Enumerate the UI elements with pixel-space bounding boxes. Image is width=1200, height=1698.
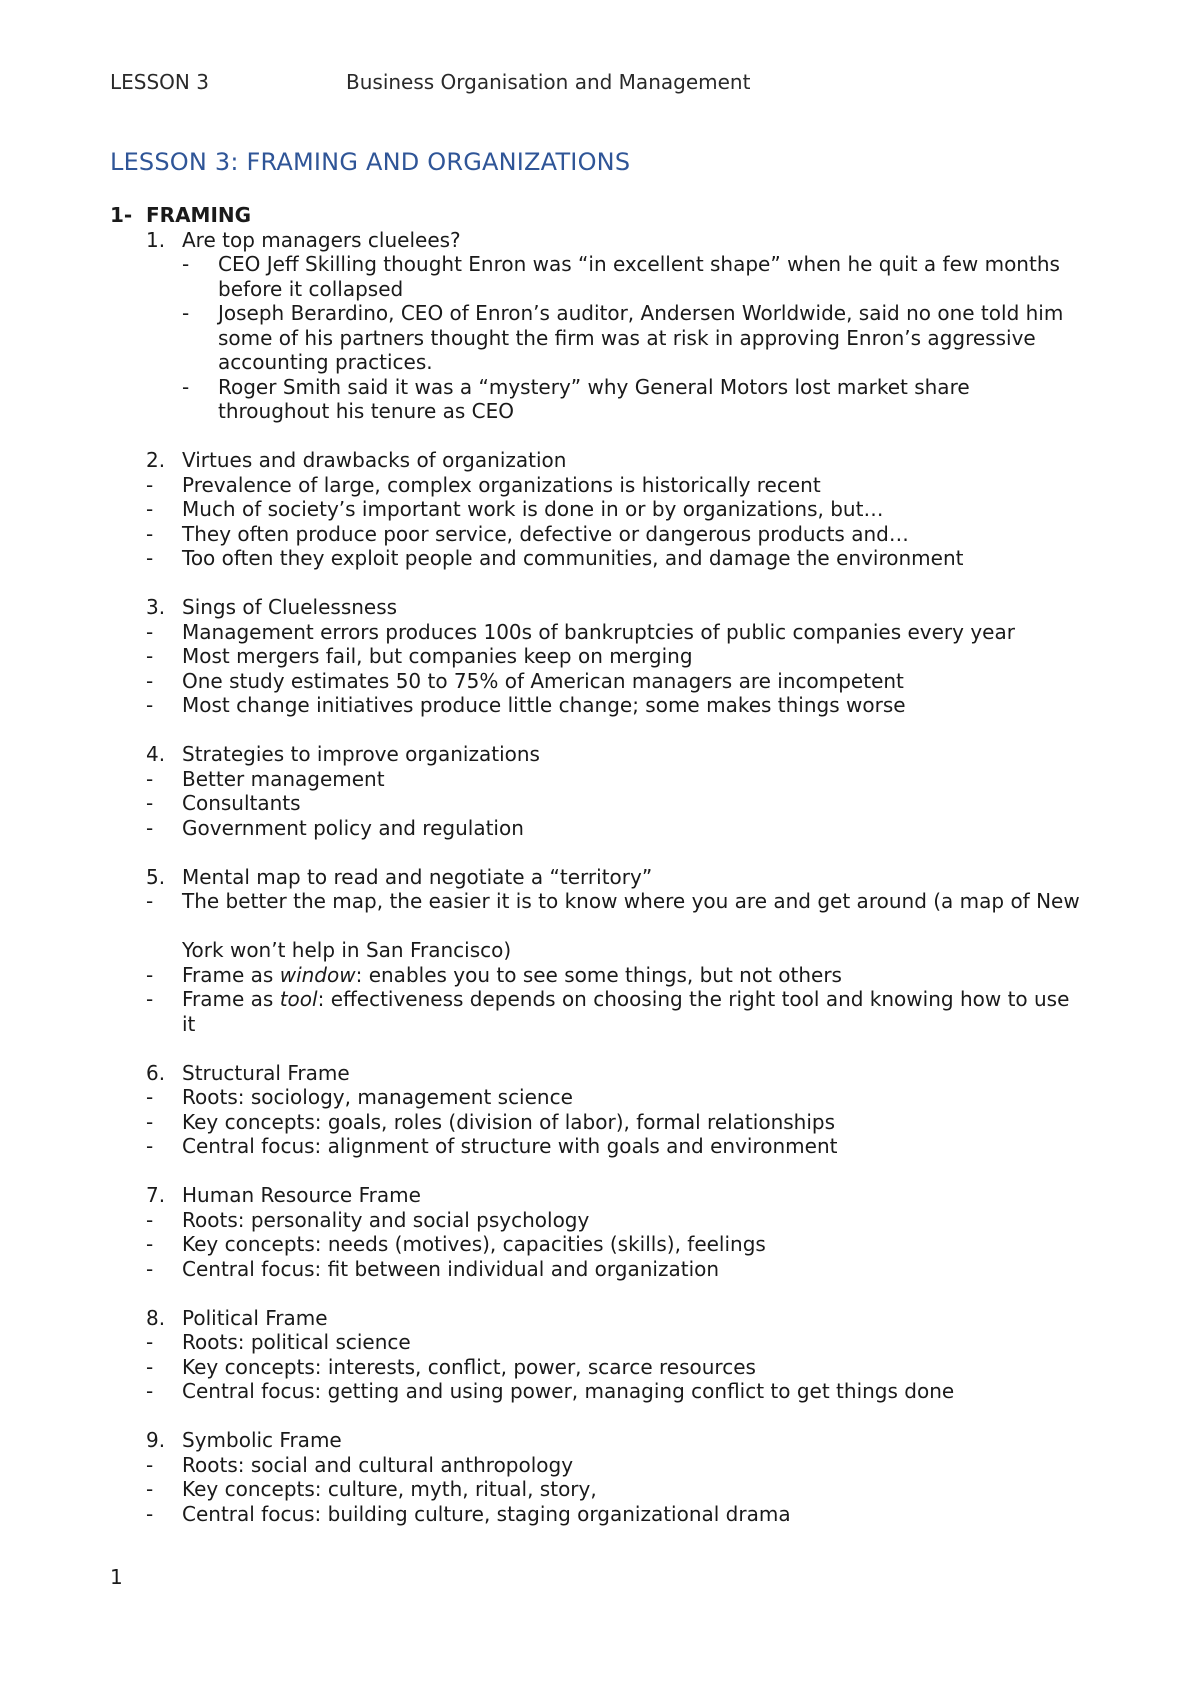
item-number: 8. [146,1305,166,1330]
list-item-9 [110,1428,1110,1526]
bullet-text [182,963,1110,988]
header-lesson: LESSON 3 [110,70,209,94]
bullet-text: it [182,1011,196,1036]
bullet-text: Central focus: getting and using power, managing conflict to get things done [182,1379,955,1403]
list-item-2 [110,448,1110,571]
dash-bullet [110,1232,1110,1257]
bullet-text: Prevalence of large, complex organizations is historically recent [182,472,821,497]
list-item-5 [110,865,1110,1037]
dash-bullet [110,644,1110,669]
header-course: Business Organisation and Management [346,70,751,94]
item-number: 6. [146,1060,166,1085]
tool-text-post: : effectiveness depends on choosing the right tool and knowing how to use [317,987,1070,1011]
dash-marker: - [146,521,154,546]
sub-text-line: before it collapsed [218,276,404,301]
item-number: 1. [146,227,166,252]
dash-bullet [110,1330,1110,1355]
dash-marker: - [146,1085,154,1109]
bullet-text: One study estimates 50 to 75% of American managers are incompetent [182,668,904,693]
dash-marker: - [146,1207,154,1232]
item-heading: Political Frame [182,1305,328,1330]
bullet-text [182,987,1110,1012]
bullet-text: Management errors produces 100s of bankruptcies of public companies every year [182,619,1015,644]
sub-bullet [110,375,1110,424]
dash-marker: - [146,1452,154,1477]
dash-bullet [110,1379,1110,1404]
dash-bullet [110,669,1110,694]
bullet-text: The better the map, the easier it is to know where you are and get around (a map of New [182,889,1080,913]
dash-marker: - [146,1134,154,1158]
dash-marker: - [146,1477,154,1501]
bullet-text: Much of society’s important work is done in or by organizations, but… [182,497,884,521]
document-body [110,203,1110,1551]
item-heading-row [110,228,1110,253]
dash-bullet [110,497,1110,522]
dash-marker: - [146,668,154,693]
dash-marker: - [146,546,154,570]
list-item-3 [110,595,1110,718]
dash-marker: - [146,693,154,717]
sub-text-line: some of his partners thought the firm was at risk in approving Enron’s aggressive [218,325,1036,350]
bullet-text: Most change initiatives produce little change; some makes things worse [182,693,906,717]
window-text-post: : enables you to see some things, but not others [355,962,842,987]
item-heading-row [110,1061,1110,1086]
item-number: 9. [146,1428,166,1452]
dash-bullet [110,1110,1110,1135]
item-heading: Sings of Cluelessness [182,595,398,619]
dash-marker: - [146,815,154,840]
dash-marker: - [146,472,154,497]
bullet-text: York won’t help in San Francisco) [182,938,512,962]
dash-marker: - [146,1379,154,1403]
bullet-text: Central focus: fit between individual and organization [182,1256,720,1281]
dash-marker: - [146,619,154,644]
dash-marker: - [146,791,154,815]
item-heading: Symbolic Frame [182,1428,342,1452]
bullet-text: Consultants [182,791,301,815]
item-number: 3. [146,595,166,619]
item-heading-row [110,1428,1110,1453]
sub-text-line: Roger Smith said it was a “mystery” why General Motors lost market share [218,374,970,399]
item-heading-row [110,1183,1110,1208]
dash-marker: - [146,889,154,913]
bullet-text: Key concepts: goals, roles (division of labor), formal relationships [182,1109,836,1134]
section-heading [110,203,1110,228]
sub-text-line: CEO Jeff Skilling thought Enron was “in excellent shape” when he quit a few months [218,252,1060,276]
window-text-pre: Frame as [182,962,280,987]
dash-bullet [110,767,1110,792]
dash-bullet [110,1477,1110,1502]
dash-marker: - [182,301,190,325]
bullet-text: Key concepts: culture, myth, ritual, story, [182,1477,597,1501]
bullet-text: Roots: personality and social psychology [182,1207,590,1232]
bullet-text: Government policy and regulation [182,815,524,840]
dash-bullet [110,1453,1110,1478]
dash-bullet [110,546,1110,571]
dash-bullet [110,963,1110,988]
bullet-text: Key concepts: interests, conflict, power, scarce resources [182,1354,756,1379]
bullet-text: Roots: sociology, management science [182,1085,573,1109]
sub-text-line: accounting practices. [218,350,433,374]
dash-bullet [110,1085,1110,1110]
bullet-text: Central focus: building culture, staging organizational drama [182,1501,791,1526]
dash-marker: - [146,1330,154,1354]
dash-marker: - [146,1232,154,1256]
section-number: 1- [110,203,133,227]
item-heading: Are top managers cluelees? [182,227,461,252]
item-number: 4. [146,742,166,766]
item-heading-row [110,865,1110,890]
dash-bullet [110,620,1110,645]
item-heading-row [110,448,1110,473]
item-number: 2. [146,448,166,472]
bullet-text: Too often they exploit people and communities, and damage the environment [182,546,964,570]
dash-bullet [110,1134,1110,1159]
bullet-text: Roots: political science [182,1330,411,1354]
list-item-8 [110,1306,1110,1404]
window-emphasis: window [279,962,356,987]
dash-bullet [110,522,1110,547]
dash-marker: - [182,252,190,276]
bullet-text: Key concepts: needs (motives), capacities (skills), feelings [182,1232,766,1256]
dash-bullet [110,791,1110,816]
tool-emphasis: tool [279,987,318,1011]
dash-marker: - [182,374,190,399]
sub-bullet [110,252,1110,301]
dash-bullet [110,1502,1110,1527]
bullet-text: Most mergers fail, but companies keep on merging [182,644,693,668]
list-item-4 [110,742,1110,840]
item-heading: Mental map to read and negotiate a “territory” [182,864,653,889]
sub-bullet [110,301,1110,375]
bullet-text: They often produce poor service, defective or dangerous products and… [182,521,909,546]
sub-text-line: Joseph Berardino, CEO of Enron’s auditor, Andersen Worldwide, said no one told him [218,301,1064,325]
item-heading: Structural Frame [182,1060,350,1085]
list-item-6 [110,1061,1110,1159]
item-heading-row [110,742,1110,767]
dash-bullet [110,473,1110,498]
dash-marker: - [146,497,154,521]
dash-bullet [110,889,1110,963]
dash-bullet [110,816,1110,841]
item-heading-row [110,595,1110,620]
bullet-text: Better management [182,766,385,791]
dash-marker: - [146,1354,154,1379]
dash-bullet [110,1208,1110,1233]
page-number: 1 [110,1565,123,1589]
list-item-1 [110,228,1110,424]
sub-text-line: throughout his tenure as CEO [218,399,515,423]
item-heading: Strategies to improve organizations [182,742,540,766]
item-number: 5. [146,864,166,889]
dash-marker: - [146,766,154,791]
dash-marker: - [146,1501,154,1526]
dash-marker: - [146,1109,154,1134]
bullet-text: Roots: social and cultural anthropology [182,1452,574,1477]
dash-bullet [110,1355,1110,1380]
list-item-7 [110,1183,1110,1281]
document-title: LESSON 3: FRAMING AND ORGANIZATIONS [110,148,631,176]
dash-marker: - [146,1256,154,1281]
section-label: FRAMING [146,203,252,227]
dash-marker: - [146,644,154,668]
dash-marker: - [146,962,154,987]
item-heading: Virtues and drawbacks of organization [182,448,567,472]
item-heading: Human Resource Frame [182,1183,421,1207]
item-number: 7. [146,1183,166,1207]
dash-bullet [110,1257,1110,1282]
tool-text-pre: Frame as [182,987,280,1011]
dash-bullet [110,693,1110,718]
dash-bullet [110,987,1110,1036]
bullet-text: Central focus: alignment of structure with goals and environment [182,1134,838,1158]
item-heading-row [110,1306,1110,1331]
dash-marker: - [146,987,154,1011]
